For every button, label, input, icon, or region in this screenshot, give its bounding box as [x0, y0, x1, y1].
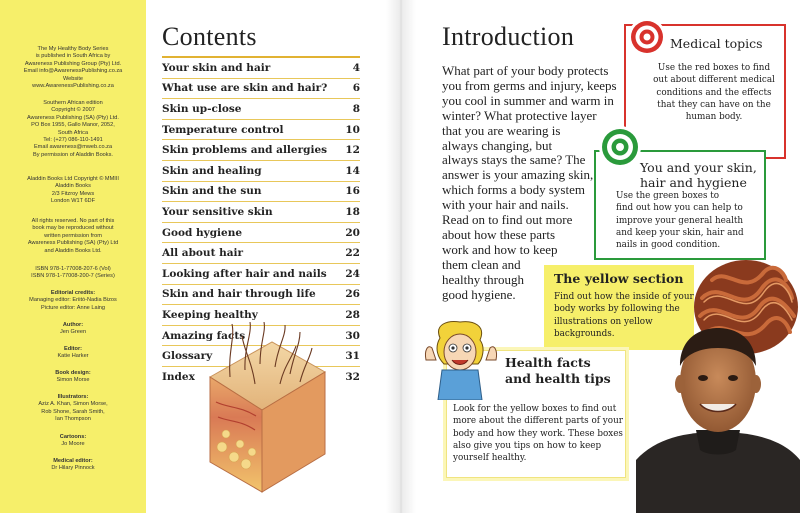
toc-page-number: 26: [345, 288, 360, 301]
introduction-title: Introduction: [442, 22, 575, 51]
toc-page-number: 32: [345, 370, 360, 383]
credits-line: is published in South Africa by: [35, 53, 111, 60]
toc-page-number: 16: [345, 185, 360, 198]
credits-heading: Illustrators:: [57, 394, 89, 400]
credits-line: ISBN 978-1-77008-207-6 (Vol): [35, 266, 111, 272]
credits-line: Tel: (+27) 086-110-1491: [43, 137, 103, 144]
credits-line: Southern African edition: [43, 100, 103, 106]
credits-editor: [6, 346, 140, 361]
toc-row: [162, 181, 360, 202]
smiling-boy-photo: [636, 320, 800, 513]
credits-line: written permission from: [44, 232, 102, 239]
medical-topics-text: [644, 62, 784, 123]
toc-label: Skin up-close: [162, 102, 242, 115]
text-line: that they can have on the: [657, 99, 771, 110]
credits-series: [6, 46, 140, 90]
credits-line: Aladdin Books Ltd Copyright © MMIII: [27, 176, 119, 182]
health-facts-title: [505, 355, 611, 387]
credits-line: Awareness Publishing (SA) (Pty) Ltd: [27, 240, 119, 247]
credits-line: Aladdin Books: [55, 183, 91, 190]
text-line: you cool in summer and warm in: [442, 92, 614, 108]
credits-line: Picture editor: Anne Laing: [40, 304, 106, 311]
credits-line: Email info@AwarenessPublishing.co.za: [23, 68, 123, 75]
text-line: always stays the same? The: [442, 152, 586, 168]
toc-label: Skin and the sun: [162, 185, 262, 198]
text-line: them clean and: [442, 256, 521, 272]
toc-page-number: 31: [345, 350, 360, 363]
toc-label: Your sensitive skin: [162, 205, 273, 218]
credits-column: [0, 0, 146, 513]
toc-row: [162, 56, 360, 78]
text-line: winter? What protective layer: [442, 107, 597, 123]
credits-heading: Editorial credits:: [50, 290, 96, 296]
toc-label: All about hair: [162, 247, 244, 260]
credits-line: Dr Hilary Pinnock: [51, 465, 95, 472]
toc-page-number: 12: [345, 144, 360, 157]
text-line: find out how you can help to: [616, 203, 743, 214]
toc-page-number: 18: [345, 205, 360, 218]
text-line: yourself healthy.: [453, 453, 527, 464]
credits-design: [6, 370, 140, 385]
book-gutter: [386, 0, 416, 513]
text-line: Use the red boxes to find: [657, 63, 771, 73]
toc-page-number: 20: [345, 226, 360, 239]
skin-hair-hygiene-title: [640, 160, 757, 190]
toc-row: [162, 119, 360, 140]
toc-label: Keeping healthy: [162, 308, 258, 321]
text-line: Use the green boxes to: [616, 191, 720, 201]
box-title-line: hair and hygiene: [640, 175, 747, 190]
credits-heading: Editor:: [63, 346, 83, 352]
toc-label: Index: [162, 370, 195, 383]
text-line: illustrations on yellow: [554, 316, 653, 327]
toc-row: [162, 201, 360, 222]
credits-editorial: [6, 290, 140, 312]
text-line: you from germs and injury, keeps: [442, 77, 617, 93]
credits-heading: Cartoons:: [59, 434, 87, 440]
cartoon-girl-illustration: [420, 320, 502, 400]
credits-line: Managing editor: Eriitó-Nadia Bizos: [29, 297, 117, 304]
credits-line: book may be reproduced without: [32, 225, 114, 232]
text-line: good hygiene.: [442, 286, 516, 302]
text-line: conditions and the effects: [656, 87, 772, 98]
green-target-icon: [598, 125, 642, 169]
credits-line: By permission of Aladdin Books.: [33, 151, 113, 158]
credits-medical: [6, 458, 140, 473]
credits-line: Copyright © 2007: [51, 107, 95, 114]
yellow-section-title: The yellow section: [554, 271, 684, 286]
credits-line: and Aladdin Books Ltd.: [44, 247, 102, 254]
medical-topics-title: Medical topics: [670, 36, 763, 51]
credits-line: Ian Thompson: [55, 416, 91, 423]
text-line: backgrounds.: [554, 328, 615, 339]
text-line: and keep your skin, hair and: [616, 227, 744, 238]
text-line: work and how to keep: [442, 241, 558, 257]
toc-label: Glossary: [162, 350, 213, 363]
toc-row: [162, 222, 360, 243]
toc-label: What use are skin and hair?: [162, 82, 328, 95]
credits-line: Simon Morse: [56, 377, 90, 384]
credits-line: London W1T 6DF: [50, 198, 96, 205]
text-line: body works by following the: [554, 304, 680, 315]
toc-label: Skin and healing: [162, 164, 262, 177]
credits-line: 2/3 Fitzroy Mews: [51, 190, 95, 197]
box-title-line: Health facts: [505, 355, 591, 370]
toc-label: Skin and hair through life: [162, 288, 316, 301]
credits-line: Jo Moore: [61, 441, 85, 448]
credits-aladdin: [6, 176, 140, 206]
contents-title: Contents: [162, 22, 257, 51]
toc-page-number: 10: [345, 123, 360, 136]
toc-row: [162, 284, 360, 305]
credits-line: All rights reserved. No part of this: [31, 218, 115, 224]
toc-label: Temperature control: [162, 123, 284, 136]
credits-heading: Author:: [62, 322, 84, 328]
toc-page-number: 8: [352, 102, 360, 115]
toc-row: [162, 160, 360, 181]
credits-line: ISBN 978-1-77008-200-7 (Series): [31, 273, 115, 280]
text-line: that you are wearing is: [442, 122, 561, 138]
credits-isbn: [6, 266, 140, 281]
health-facts-text: [453, 403, 623, 464]
credits-line: Rob Shone, Sarah Smith,: [41, 408, 105, 415]
text-line: What part of your body protects: [442, 63, 609, 78]
credits-edition: [6, 100, 140, 159]
toc-row: [162, 263, 360, 284]
text-line: which forms a body system: [442, 182, 585, 198]
credits-illustrators: [6, 394, 140, 424]
credits-line: Email awareness@mweb.co.za: [33, 144, 113, 151]
text-line: with your hair and nails.: [442, 197, 569, 213]
text-line: out about different medical: [653, 75, 775, 86]
text-line: nails in good condition.: [616, 240, 721, 251]
skin-cross-section-illustration: [200, 322, 330, 497]
credits-line: Aziz A. Khan, Simon Morse,: [38, 401, 108, 408]
toc-page-number: 4: [352, 61, 360, 74]
text-line: always changing, but: [442, 137, 553, 153]
text-line: answer is your amazing skin,: [442, 167, 594, 183]
credits-rights: [6, 218, 140, 255]
toc-page-number: 30: [345, 329, 360, 342]
box-title-line: You and your skin,: [640, 160, 757, 175]
text-line: Look for the yellow boxes to find out: [453, 404, 617, 414]
text-line: more about the different parts of your: [453, 416, 623, 427]
box-title-line: and health tips: [505, 371, 611, 386]
text-line: improve your general health: [616, 215, 744, 226]
credits-line: Website: [62, 75, 84, 82]
toc-page-number: 28: [345, 308, 360, 321]
toc-page-number: 6: [352, 82, 360, 95]
toc-row: [162, 98, 360, 119]
skin-hair-hygiene-text: [616, 190, 766, 251]
credits-line: Awareness Publishing Group (Pty) Ltd.: [24, 60, 122, 67]
toc-row: [162, 242, 360, 263]
text-line: human body.: [685, 112, 743, 123]
toc-page-number: 22: [345, 247, 360, 260]
text-line: Find out how the inside of your: [554, 292, 694, 302]
credits-line: Awareness Publishing (SA) (Pty) Ltd.: [27, 114, 119, 121]
toc-page-number: 24: [345, 267, 360, 280]
toc-page-number: 14: [345, 164, 360, 177]
credits-line: www.AwarenessPublishing.co.za: [32, 83, 114, 90]
credits-line: PO Box 1955, Gallo Manor, 2052,: [31, 122, 115, 129]
toc-label: Looking after hair and nails: [162, 267, 327, 280]
text-line: also give you tips on how to keep: [453, 440, 602, 451]
credits-line: Jen Green: [59, 329, 87, 336]
toc-label: Your skin and hair: [162, 61, 271, 74]
toc-label: Amazing facts: [162, 329, 246, 342]
toc-row: [162, 78, 360, 99]
toc-label: Skin problems and allergies: [162, 144, 328, 157]
red-target-icon: [627, 17, 667, 57]
toc-label: Good hygiene: [162, 226, 243, 239]
credits-line: The My Healthy Body Series: [37, 46, 109, 52]
credits-line: South Africa: [57, 129, 89, 136]
credits-heading: Book design:: [55, 370, 91, 376]
toc-row: [162, 139, 360, 160]
text-line: Read on to find out more: [442, 212, 573, 228]
text-line: healthy through: [442, 271, 524, 287]
text-line: about how these parts: [442, 226, 556, 242]
credits-author: [6, 322, 140, 337]
text-line: body and how they work. These boxes: [453, 428, 623, 439]
credits-cartoons: [6, 434, 140, 449]
credits-line: Katie Harker: [57, 353, 89, 360]
credits-heading: Medical editor:: [53, 458, 93, 464]
